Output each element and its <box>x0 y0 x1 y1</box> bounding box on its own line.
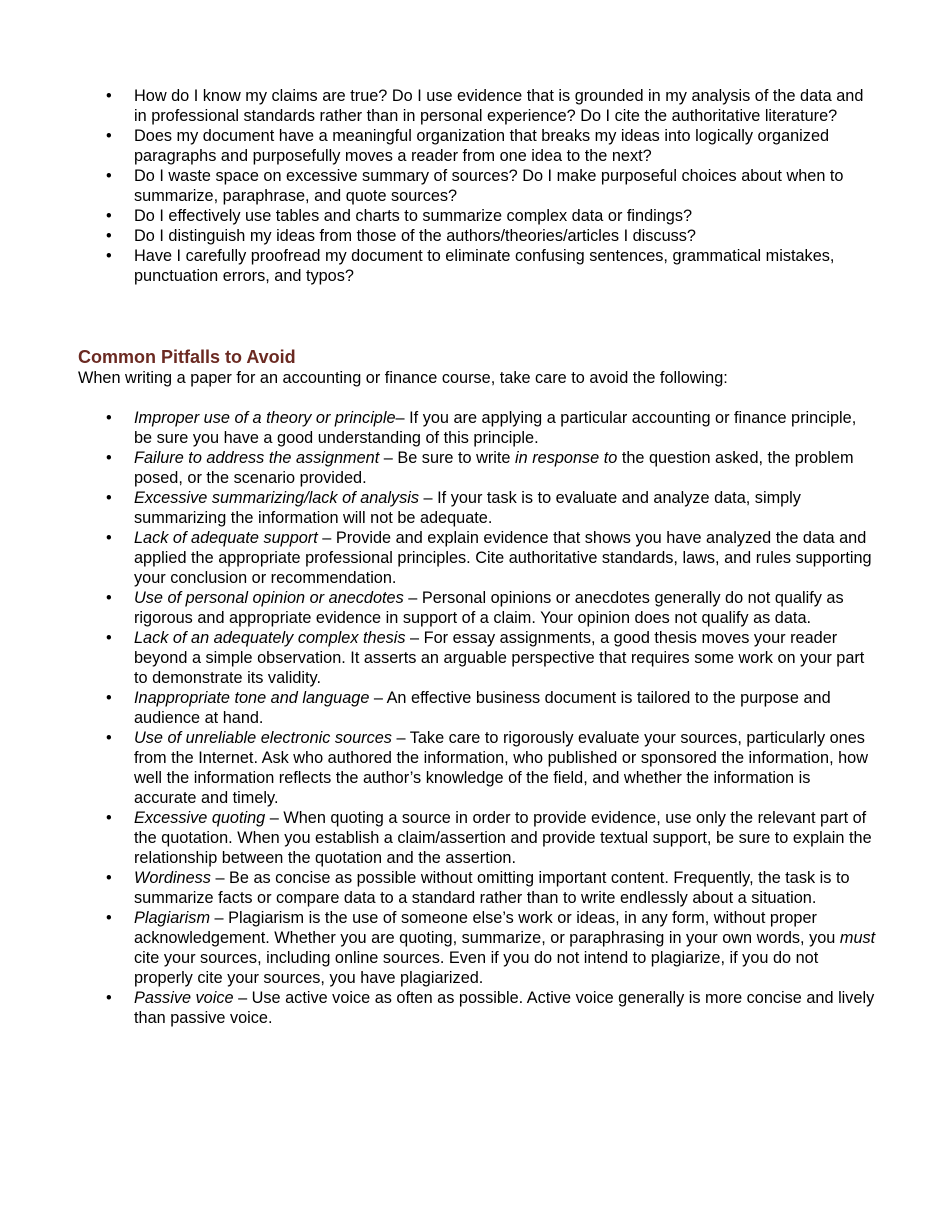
pitfall-text: – If you are applying a particular accounting or finance principle, be sure you have a good understanding of this principle. <box>134 409 857 447</box>
section-heading: Common Pitfalls to Avoid <box>78 347 296 367</box>
pitfall-text: – Provide and explain evidence that shows you have analyzed the data and applied the appropriate professional principles. Cite authoritative standards, laws, and rules supporting your conclusion or recommendation. <box>134 529 872 587</box>
pitfall-term: Use of personal opinion or anecdotes <box>134 589 404 607</box>
pitfall-term: Excessive quoting <box>134 809 266 827</box>
pitfall-term: Passive voice <box>134 989 234 1007</box>
bullet: • <box>106 489 112 507</box>
list-item <box>0 488 876 528</box>
bullet: • <box>106 809 112 827</box>
pitfall-text: – Be sure to write <box>379 449 516 467</box>
bullet: • <box>106 87 112 105</box>
question-text: Do I waste space on excessive summary of sources? Do I make purposeful choices about when to summarize, paraphrase, and quote sources? <box>134 167 844 205</box>
bullet: • <box>106 529 112 547</box>
list-item <box>0 728 876 808</box>
list-item <box>0 126 876 166</box>
list-item <box>0 808 876 868</box>
bullet: • <box>106 909 112 927</box>
bullet: • <box>106 869 112 887</box>
list-item <box>0 868 876 908</box>
pitfall-text: – Plagiarism is the use of someone else’s work or ideas, in any form, without proper acknowledgement. Whether you are quoting, summarize, or paraphrasing in your own words, you <box>134 909 840 947</box>
pitfall-term: Improper use of a theory or principle <box>134 409 396 427</box>
pitfall-text: – An effective business document is tailored to the purpose and audience at hand. <box>134 689 831 727</box>
pitfall-text: the question asked, the problem posed, or the scenario provided. <box>134 449 854 487</box>
pitfall-text: – When quoting a source in order to provide evidence, use only the relevant part of the quotation. When you establish a claim/assertion and provide textual support, be sure to explain the relationship between the quotation and the assertion. <box>134 809 872 867</box>
list-item <box>0 448 876 488</box>
question-text: Does my document have a meaningful organization that breaks my ideas into logically organized paragraphs and purposefully moves a reader from one idea to the next? <box>134 127 830 165</box>
pitfall-term: Use of unreliable electronic sources <box>134 729 392 747</box>
list-item <box>0 988 876 1028</box>
pitfall-text: – Be as concise as possible without omitting important content. Frequently, the task is to summarize facts or compare data to a standard rather than to write endlessly about a situation. <box>134 869 850 907</box>
pitfall-term: Lack of an adequately complex thesis <box>134 629 406 647</box>
bullet: • <box>106 207 112 225</box>
section-intro: When writing a paper for an accounting or finance course, take care to avoid the following: <box>78 369 728 387</box>
pitfall-term: Failure to address the assignment <box>134 449 380 467</box>
bullet: • <box>106 167 112 185</box>
pitfall-text: – Use active voice as often as possible. Active voice generally is more concise and lively than passive voice. <box>134 989 875 1027</box>
bullet: • <box>106 449 112 467</box>
pitfall-text: – If your task is to evaluate and analyze data, simply summarizing the information will not be adequate. <box>134 489 801 527</box>
bullet: • <box>106 989 112 1007</box>
list-item <box>0 86 876 126</box>
pitfall-term: Wordiness <box>134 869 211 887</box>
bullet: • <box>106 227 112 245</box>
list-item <box>0 528 876 588</box>
list-item <box>0 246 876 286</box>
pitfall-term: Plagiarism <box>134 909 211 927</box>
pitfall-term: Excessive summarizing/lack of analysis <box>134 489 420 507</box>
pitfall-term: Lack of adequate support <box>134 529 318 547</box>
pitfall-emphasis: must <box>839 929 876 947</box>
list-item <box>0 588 876 628</box>
question-text: Do I distinguish my ideas from those of the authors/theories/articles I discuss? <box>134 227 696 245</box>
question-text: How do I know my claims are true? Do I use evidence that is grounded in my analysis of the data and in professional standards rather than in personal experience? Do I cite the authoritative literature? <box>134 87 864 125</box>
bullet: • <box>106 247 112 265</box>
bullet: • <box>106 729 112 747</box>
list-item <box>0 226 876 246</box>
list-item <box>0 206 876 226</box>
list-item <box>0 408 876 448</box>
list-item <box>0 166 876 206</box>
bullet: • <box>106 689 112 707</box>
pitfall-term: Inappropriate tone and language <box>134 689 370 707</box>
pitfall-emphasis: in response to <box>515 449 618 467</box>
list-item <box>0 628 876 688</box>
bullet: • <box>106 409 112 427</box>
question-text: Do I effectively use tables and charts to summarize complex data or findings? <box>134 207 693 225</box>
question-text: Have I carefully proofread my document to eliminate confusing sentences, grammatical mistakes, punctuation errors, and typos? <box>134 247 835 285</box>
pitfall-text: – For essay assignments, a good thesis moves your reader beyond a simple observation. It asserts an arguable perspective that requires some work on your part to demonstrate its validity. <box>134 629 865 687</box>
bullet: • <box>106 629 112 647</box>
bullet: • <box>106 127 112 145</box>
bullet: • <box>106 589 112 607</box>
pitfall-text: cite your sources, including online sources. Even if you do not intend to plagiarize, if you do not properly cite your sources, you have plagiarized. <box>134 949 819 987</box>
pitfall-text: – Personal opinions or anecdotes generally do not qualify as rigorous and appropriate evidence in support of a claim. Your opinion does not qualify as data. <box>134 589 844 627</box>
list-item <box>0 688 876 728</box>
review-questions-list <box>0 86 950 286</box>
pitfalls-list <box>0 408 950 1028</box>
pitfall-text: – Take care to rigorously evaluate your sources, particularly ones from the Internet. Ask who authored the information, who published or sponsored the information, how well the information reflects the author’s knowledge of the field, and whether the information is accurate and timely. <box>134 729 868 807</box>
list-item <box>0 908 876 988</box>
